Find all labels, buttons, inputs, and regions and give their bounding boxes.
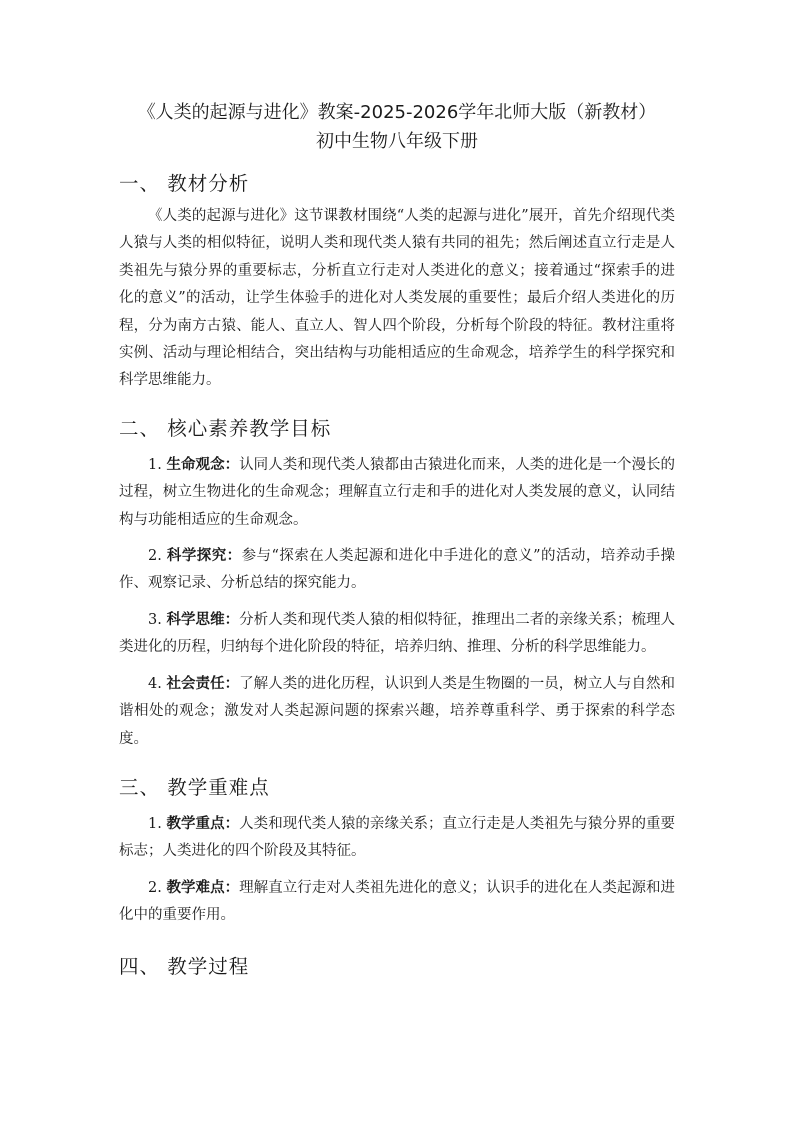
document-title-line-1: 《人类的起源与进化》教案-2025-2026学年北师大版（新教材） bbox=[137, 102, 657, 123]
item-text: 人类和现代类人猿的亲缘关系；直立行走是人类祖先与猿分界的重要标志；人类进化的四个阶段及其特征。 bbox=[119, 815, 676, 860]
item-text: 参与“探索在人类起源和进化中手进化的意义”的活动，培养动手操作、观察记录、分析总结的探究能力。 bbox=[119, 548, 676, 592]
item-text: 认同人类和现代类人猿都由古猿进化而来，人类的进化是一个漫长的过程，树立生物进化的生命观念；理解直立行走和手的进化对人类发展的意义，认同结构与功能相适应的生命观念。 bbox=[119, 456, 676, 528]
key-point-item bbox=[119, 874, 675, 930]
document-title bbox=[119, 98, 675, 156]
item-term: 科学思维： bbox=[166, 610, 240, 628]
key-point-item bbox=[119, 810, 675, 866]
key-points-list bbox=[119, 810, 675, 930]
item-text: 理解直立行走对人类祖先进化的意义；认识手的进化在人类起源和进化中的重要作用。 bbox=[119, 879, 676, 924]
item-number: 3. bbox=[148, 611, 162, 628]
item-number: 1. bbox=[148, 815, 162, 832]
section-heading-core-literacy-objectives: 二、 核心素养教学目标 bbox=[119, 416, 332, 440]
item-number: 2. bbox=[148, 548, 162, 565]
section-heading-teaching-process: 四、 教学过程 bbox=[119, 954, 250, 978]
item-term: 生命观念： bbox=[166, 455, 240, 473]
item-term: 科学探究： bbox=[166, 547, 242, 565]
section-heading-textbook-analysis: 一、 教材分析 bbox=[119, 172, 250, 195]
document-page bbox=[119, 98, 675, 981]
objective-item bbox=[119, 451, 675, 534]
item-text: 了解人类的进化历程，认识到人类是生物圈的一员，树立人与自然和谐相处的观念；激发对人类起源问题的探索兴趣，培养尊重科学、勇于探索的科学态度。 bbox=[119, 675, 676, 747]
document-title-line-2: 初中生物八年级下册 bbox=[316, 131, 478, 152]
objective-item bbox=[119, 670, 675, 753]
item-term: 教学难点： bbox=[166, 878, 240, 896]
item-term: 教学重点： bbox=[166, 814, 240, 832]
textbook-analysis-paragraph: 《人类的起源与进化》这节课教材围绕“人类的起源与进化”展开，首先介绍现代类人猿与人类的相似特征，说明人类和现代类人猿有共同的祖先；然后阐述直立行走是人类祖先与猿分界的重要标志，分析直立行走对人类进化的意义；接着通过“探索手的进化的意义”的活动，让学生体验手的进化对人类发展的重要性；最后介绍人类进化的历程，分为南方古猿、能人、直立人、智人四个阶段，分析每个阶段的特征。教材注重将实例、活动与理论相结合，突出结构与功能相适应的生命观念，培养学生的科学探究和科学思维能力。 bbox=[119, 208, 675, 389]
section-heading-key-difficult-points: 三、 教学重难点 bbox=[119, 775, 270, 799]
objective-item bbox=[119, 606, 675, 662]
item-term: 社会责任： bbox=[166, 674, 240, 692]
item-number: 4. bbox=[148, 675, 162, 692]
item-text: 分析人类和现代类人猿的相似特征，推理出二者的亲缘关系；梳理人类进化的历程，归纳每个进化阶段的特征，培养归纳、推理、分析的科学思维能力。 bbox=[119, 611, 676, 656]
objectives-list bbox=[119, 451, 675, 753]
item-number: 1. bbox=[148, 456, 162, 473]
objective-item bbox=[119, 542, 675, 598]
item-number: 2. bbox=[148, 879, 162, 896]
